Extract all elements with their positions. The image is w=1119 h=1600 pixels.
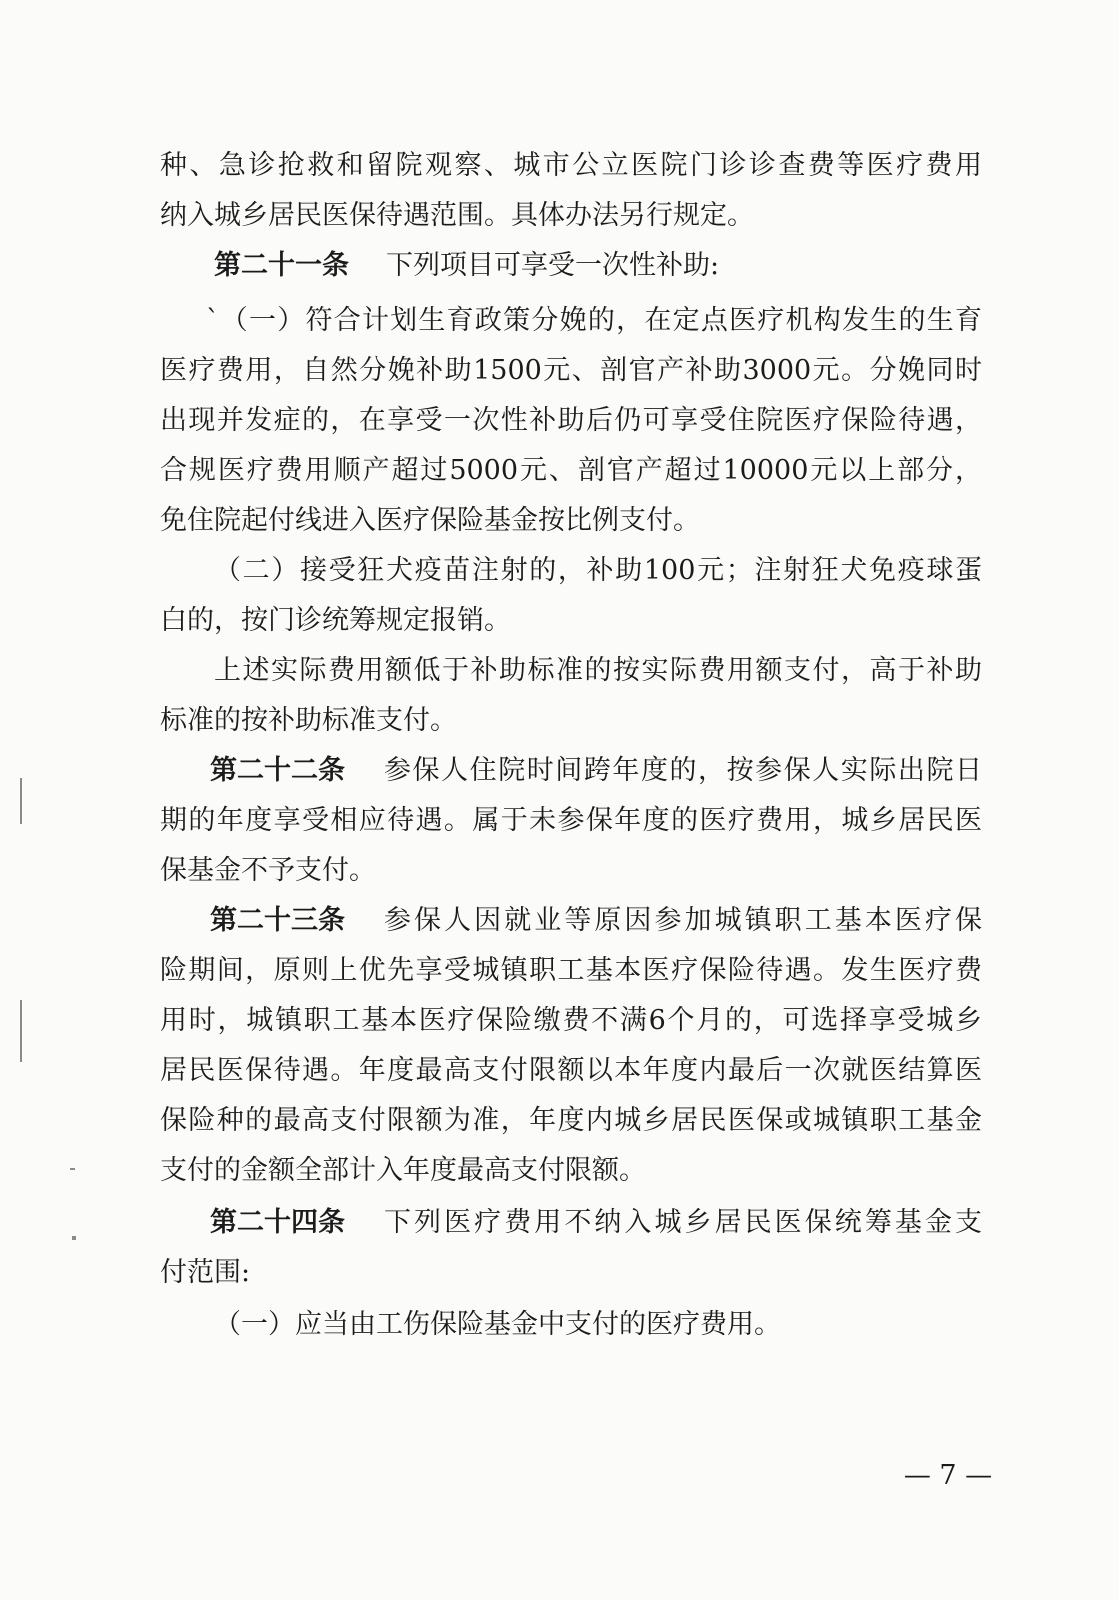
text-line: 纳入城乡居民医保待遇范围。具体办法另行规定。 <box>160 200 754 231</box>
text-line: 居民医保待遇。年度最高支付限额以本年度内最后一次就医结算医 <box>160 1055 982 1086</box>
text-line: 上述实际费用额低于补助标准的按实际费用额支付，高于补助 <box>214 655 982 686</box>
text-line: 保基金不予支付。 <box>160 855 376 886</box>
text-line: 医疗费用，自然分娩补助1500元、剖官产补助3000元。分娩同时 <box>160 355 982 386</box>
article-heading-line: 第二十三条 参保人因就业等原因参加城镇职工基本医疗保 <box>0 897 1119 945</box>
text-line: 支付的金额全部计入年度最高支付限额。 <box>160 1155 646 1186</box>
text-line: 险期间，原则上优先享受城镇职工基本医疗保险待遇。发生医疗费 <box>160 955 982 986</box>
page-number: — 7 — <box>903 1460 993 1491</box>
text-line: 合规医疗费用顺产超过5000元、剖官产超过10000元以上部分， <box>160 455 982 486</box>
text-line: （二）接受狂犬疫苗注射的，补助100元；注射狂犬免疫球蛋 <box>214 555 982 586</box>
text-line: 用时，城镇职工基本医疗保险缴费不满6个月的，可选择享受城乡 <box>160 1005 982 1036</box>
scan-mark <box>20 778 22 824</box>
article-label: 第二十二条 <box>210 755 345 786</box>
text-line: 保险种的最高支付限额为准，年度内城乡居民医保或城镇职工基金 <box>160 1105 982 1136</box>
text-line: 付范围: <box>160 1257 251 1288</box>
text-line: 白的，按门诊统筹规定报销。 <box>160 605 511 636</box>
text-line: 期的年度享受相应待遇。属于未参保年度的医疗费用，城乡居民医 <box>160 805 982 836</box>
scan-mark <box>20 1000 22 1062</box>
article-label: 第二十三条 <box>210 905 345 936</box>
text-line: （一）应当由工伤保险基金中支付的医疗费用。 <box>214 1309 781 1340</box>
scan-mark <box>70 1168 75 1170</box>
scan-mark <box>72 1236 76 1240</box>
text-line: 标准的按补助标准支付。 <box>160 705 457 736</box>
text-line: 免住院起付线进入医疗保险基金按比例支付。 <box>160 505 700 536</box>
text-line: 出现并发症的，在享受一次性补助后仍可享受住院医疗保险待遇， <box>160 405 982 436</box>
article-heading-line: 第二十二条 参保人住院时间跨年度的，按参保人实际出院日 <box>0 747 1119 795</box>
article-heading-line: 第二十一条 下列项目可享受一次性补助: <box>0 242 1119 290</box>
article-heading-line: 第二十四条 下列医疗费用不纳入城乡居民医保统筹基金支 <box>0 1199 1119 1247</box>
text-line: `（一）符合计划生育政策分娩的，在定点医疗机构发生的生育 <box>206 305 982 336</box>
article-label: 第二十一条 <box>214 250 349 281</box>
text-line: 种、急诊抢救和留院观察、城市公立医院门诊诊查费等医疗费用 <box>160 150 982 181</box>
article-label: 第二十四条 <box>210 1207 345 1238</box>
